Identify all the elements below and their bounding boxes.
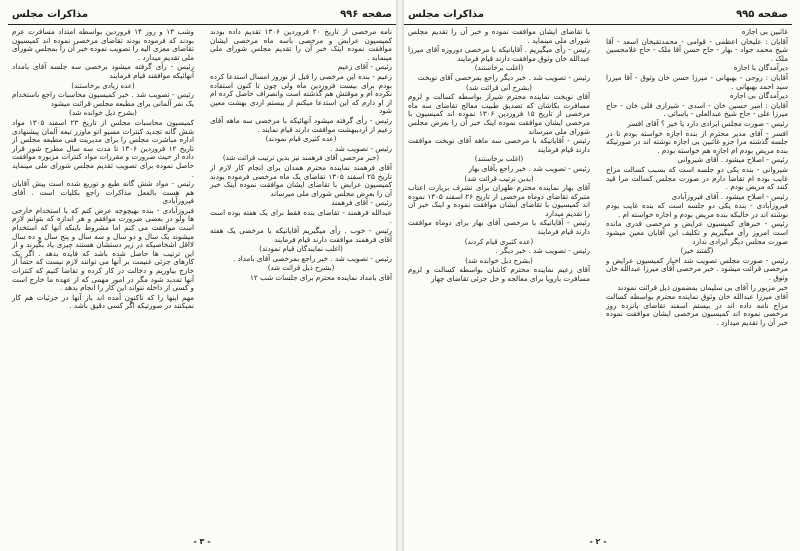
- paragraph: رئیس - آقای فرهمند: [331, 198, 392, 208]
- stage-direction: (بشرح ذیل خوانده شد): [69, 109, 137, 118]
- paragraph: رئیس - رأی گرفته میشود آنهائیکه با مرخصی سه ماهه آقای زعیم از اردیبهشت موافقت دارند قیام نمایند .: [210, 115, 392, 134]
- paragraph: رئیس - اصلاح میشود . آقای فیروزآبادی: [671, 191, 788, 201]
- paragraph: آقایان : امیر حسین خان - اسدی - شیرازی قلی خان - حاج میرزا علی - حاج شیخ عبدالعلی - یاسائی .: [606, 100, 788, 119]
- paragraph: رئیس - خوب . رأی میگیریم آقایانیکه با مرخصی یک هفته آقای فرهمند موافقت دارند قیام فرمایند: [210, 226, 392, 244]
- stage-direction: (خبر مرخصی آقای فرهمند نیز بدین ترتیب قرائت شد): [222, 154, 380, 163]
- stage-direction: (عده کثیری قیام کردند): [464, 237, 534, 246]
- paragraph: آقای بامداد نماینده محترم برای جلسات شب ۱۲: [250, 273, 392, 283]
- paragraph: رئیس - صورت مجلس تصویب شد اخبار کمیسیون عرایض و مرخصی قرائت میشود . خبر مرخصی آقای میرزا عبدالله خان وثوق .: [606, 255, 788, 283]
- paragraph: رئیس - تصویب شد . خبر کمیسیون محاسبات راجع باستخدام یک نفر آلمانی برای مطبعه مجلس قرائت میشود: [12, 90, 194, 108]
- left-page-column-right: [206, 25, 396, 532]
- stage-direction: (اغلب برخاستند): [474, 64, 524, 73]
- left-page-header: [8, 6, 396, 25]
- paragraph: آقای فرهمند نماینده محترم همدان برای انجام کار لازم از تاریخ ۲۵ اسفند ۱۳۰۵ تقاضای یک ماه مرخصی فرموده بودند کمیسیون عرایض با تقاضای ایشان موافقت نموده اینک خبر آن را بعرض مجلس شورای ملی میرساند: [210, 162, 392, 198]
- book-gutter: [396, 0, 404, 551]
- paragraph: رئیس - رأی گرفته میشود برخصی سه جلسه آقای بامداد آنهائیکه موافقند قیام فرمایند: [12, 62, 194, 80]
- paragraph: رئیس - تصویب شد . خبر راجع بمرخصی آقای بامداد .: [233, 253, 392, 263]
- paragraph: مهم اینها را که تاکنون آمده اند باز آنها در جزئیات هم کار نمیکنند در صورتیکه اگر کسی دقیق باشد .: [12, 292, 194, 311]
- stage-direction: (بشرح آتی قرائت شد): [466, 83, 532, 92]
- paragraph: عبدالله فرهمند - تقاضای بنده فقط برای یک هفته بوده است .: [210, 207, 392, 226]
- paragraph: رئیس - تصویب شد . خبر دیگر راجع بمرخصی آقای نوبخت: [417, 72, 590, 82]
- stage-direction: (بدین ترتیب قرائت شد): [464, 174, 534, 183]
- paragraph: با تقاضای ایشان موافقت نموده و خبر آن را تقدیم مجلس شورای ملی مینماید .: [408, 27, 590, 45]
- left-page-column-left: [8, 25, 198, 532]
- paragraph: آقای میرزا عبدالله خان وثوق نماینده محترم بواسطه کسالت مزاج نامه داده اند در بیستم اسفند تقاضای پانزده روز مرخصی نموده اند کمیسیون مرخصی ایشان موافقت نموده خبر آن را تقدیم میدارد .: [606, 292, 788, 327]
- paragraph: رئیس - صورت مجلس ایرادی دارد یا خیر ؟ آقای افسر: [627, 118, 788, 128]
- paragraph: رئیس - اصلاح میشود . آقای شیروانی: [677, 155, 788, 165]
- stage-direction: (عده کثیری قیام نمودند): [265, 135, 337, 144]
- paragraph: آقایان : روحی - بهبهانی - میرزا حسن خان وثوق - آقا میرزا سید احمد بهبهانی .: [606, 72, 788, 91]
- paragraph: دیرآمدگان بی اجازه: [729, 91, 788, 101]
- paragraph: نامه مرخصی از تاریخ ۲۰ فروردین ۱۳۰۶ تقدیم داده بودند کمیسیون عرایض و مرخصی باسه ماه مرخصی ایشان موافقت نموده اینک خبر آن را تقدیم مجلس شورای ملی مینماید .: [210, 27, 392, 62]
- paragraph: رئیس - تصویب شد .: [330, 143, 392, 153]
- paragraph: آقای نوبخت نماینده محترم شیراز بواسطه کسالت و لزوم مسافرت بکاشان که تصدیق طبیب معالج تقاضای سه ماه مرخصی از تاریخ ۱۵ فروردین ۱۳۰۶ نموده اند کمیسیون با مرخصی ایشان موافقت نموده اینک خبر آن را بعرض مجلس شورای ملی میرساند: [408, 92, 590, 136]
- stage-direction: (بشرح ذیل خوانده شد): [465, 256, 533, 265]
- paragraph: رئیس - تصویب شد . خبر راجع بآقای بهار: [468, 163, 590, 173]
- paragraph: غائبین بی اجازه: [741, 27, 788, 36]
- paragraph: رئیس - آقایانیکه با مرخصی سه ماهه آقای نوبخت موافقت دارند قیام فرمایند: [408, 136, 590, 154]
- paragraph: افسر - آقای مدیر محترم از بنده اجازه خواسته بودم تا در جلسه گذشته مرا جزو غائبین بی اجازه نوشته اند در صورتیکه بنده مریض بودم ام اجازه هم خواسته بودم .: [606, 128, 788, 155]
- paragraph: رئیس - رأی میگیریم . آقایانیکه با مرخصی دوروزه آقای میرزا عبدالله خان وثوق موافقت دارند قیام فرمایند: [408, 45, 590, 63]
- left-page-footer: - ۳ -: [193, 537, 211, 546]
- paragraph: خبر مزبور را آقای بی سلیمان بمضمون ذیل قرائت نمودند: [617, 282, 788, 292]
- right-page-footer: - ۲ -: [589, 537, 607, 546]
- paragraph: رئیس - تصویب شد . خبر دیگر .: [495, 246, 590, 256]
- stage-direction: (گفتند خیر): [680, 247, 714, 256]
- right-page-number: صفحه ۹۹۵: [736, 8, 788, 20]
- paragraph: رئیس - خبرهای کمیسیون عرایض و مرخصی قدری مانده است امروز رأی میگیریم و تکلیف این آقایان معین میشود صورت مجلس دیگر ایرادی ندارد: [606, 219, 788, 246]
- paragraph: زعیم - بنده این مرخصی را قبل از نوروز امسال استدعا کرده بودم برای بیست فروردین ماه ولی چون تا کنون استفاده نکرده ام و موقتش هم گذشته است وانصراف حاصل کرده ام از او دارم که این استدعا میکنم از بیستم اردی بهشت معین شود: [210, 71, 392, 116]
- stage-direction: (عده زیادی برخاستند): [71, 81, 135, 90]
- right-page-column-left: [404, 25, 594, 532]
- paragraph: رئیس - آقای زعیم: [337, 62, 392, 72]
- paragraph: کمیسیون محاسبات مجلس از تاریخ ۲۳ اسفند ۱۳۰۵ مواد شش گانه تجدید کنترات مسیو اتو ماوزر تبعه آلمان پیشنهادی اداره مباشرت مجلس را برای مدیریت فنی مطبعه مجلس از تاریخ ۱۲ فروردین ۱۳۰۶ تا مدت سه سال مطرح شور قرار داده از حیث ضرورت و مقررات مواد کنترات مزبوره موافقت حاصل نموده برای تصویب تقدیم مجلس شورای ملی مینماید .: [12, 117, 195, 179]
- right-running-title: مذاکرات مجلس: [408, 8, 485, 20]
- paragraph: فیروزآبادی - بنده بهیچوجه عرض کنم که با استخدام خارجی ها ولو در بعضی ضرورت موافقم و هر اندازه که بتوانم لازم است موافقت می کنم اما مشروط باینکه آنها که استخدام میشوند یک سال و دو سال و سه سال و پنج سال و ده سال لااقل اشخاصیکه در زیر دستشان هستند چیزی یاد بگیرند و از این ترتیب ها حاصل شده باشد که فایده بدهد . اگر یک کارهای جزئی غنیمت بر آنها می توانند لازم نیست که حتماً از خارج بیاوریم و دخالت در کار کرده و تقاضا کنیم که کنترات آنها تمدید شود مگر در امور مهمی که از عهده ما خارج است و کسی از داخله نتواند این کار را انجام بدهد .: [12, 205, 194, 293]
- left-page: [8, 6, 396, 546]
- paragraph: رئیس - مواد شش گانه طبع و توزیع شده است پیش آقایان هم هست بالفعل مذاکرات راجع بکلیات است . آقای فیروزآبادی: [12, 179, 194, 206]
- paragraph: شیروانی - بنده یکی دو جلسه است که بسبب کسالت مزاج غایب بوده ام تقاضا دارم در صورت مجلس کسالت مرا قید کنند که مریض بودم .: [606, 164, 788, 192]
- left-running-title: مذاکرات مجلس: [12, 8, 89, 20]
- paragraph: آقای بهار نماینده محترم طهران برای تشرف بزیارت اعتاب متبرکه تقاضای دوماه مرخصی از تاریخ ۲۶ اسفند ۱۳۰۵ نموده اند کمیسیون با تقاضای ایشان موافقت نموده و اینک خبر آن را تقدیم میدارد: [408, 183, 590, 218]
- paragraph: رئیس - آقایانیکه با مرخصی آقای بهار برای دوماه موافقت دارند قیام فرمایند: [408, 218, 590, 237]
- paragraph: آقایان : علیخان اعظمی - قوامی - محمدتقیخان اسعد - آقا شیخ محمد جواد - بهار - حاج حسن آقا ملک - حاج غلامحسین ملک .: [606, 36, 788, 63]
- right-page-header: [404, 6, 792, 25]
- paragraph: دیرآمدگان با اجازه: [733, 63, 788, 73]
- paragraph: آقای زعیم نماینده محترم کاشان بواسطه کسالت و لزوم مسافرت باروپا برای معالجه و حل جزئی تقاضای چهار: [408, 265, 590, 284]
- right-page: [404, 6, 792, 546]
- stage-direction: (اغلب برخاستند): [474, 155, 524, 164]
- left-page-number: صفحه ۹۹۶: [340, 8, 392, 20]
- paragraph: وشب ۱۳ و روز ۱۴ فروردین بواسطه امتداد مسافرت عزم بودند که فرموده بودند تقاضای مرخصی نموده اند کمیسیون تقاضای معزی الیه را تصویب نموده خبر آن را بمجلس شورای ملی تقدیم میدارد .: [12, 27, 194, 62]
- right-page-column-right: [602, 25, 792, 532]
- stage-direction: (اغلب نمایندگان قیام نمودند): [259, 245, 343, 254]
- stage-direction: (بشرح ذیل قرائت شد): [267, 264, 335, 273]
- paragraph: فیروزآبادی - بنده یکی دو جلسه است که بنده غایب بودم نوشته اند در حالیکه بنده مریض بودم و اجازه خواسته ام .: [606, 201, 788, 219]
